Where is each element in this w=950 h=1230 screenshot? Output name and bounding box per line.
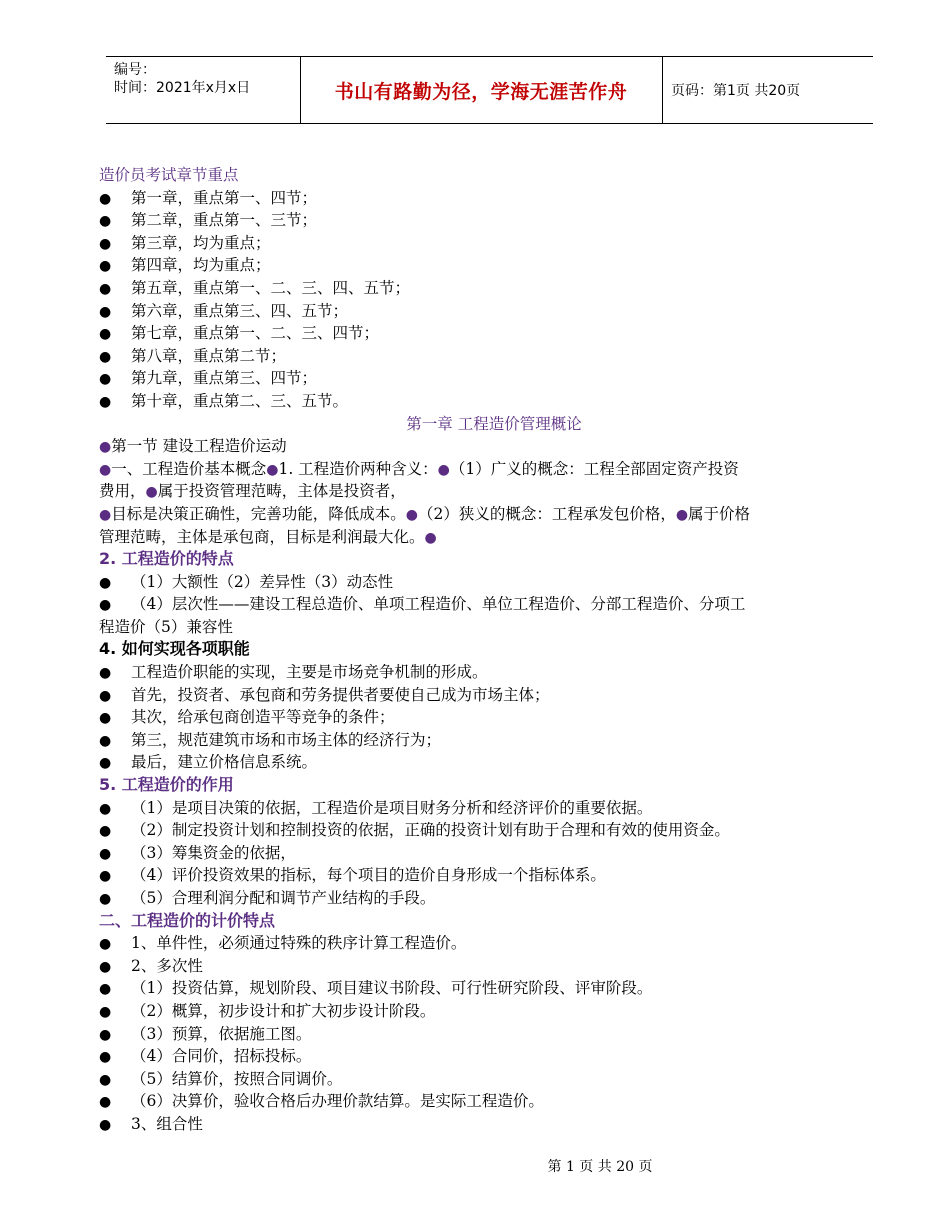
list-item: ●第七章，重点第一、二、三、四节； <box>99 322 889 345</box>
bullet-icon <box>99 842 131 866</box>
doc-title: 造价员考试章节重点 <box>99 166 239 184</box>
header-motto-cell <box>300 57 663 123</box>
bullet-icon: ● <box>266 461 279 478</box>
bullet-icon: ● <box>99 506 112 523</box>
bullet-icon <box>99 955 131 979</box>
bullet-icon: ● <box>437 461 450 478</box>
list-item: ●（4）层次性——建设工程总造价、单项工程造价、单位工程造价、分部工程造价、分项工 <box>99 593 889 616</box>
bullet-icon <box>99 887 131 911</box>
bullet-icon: ● <box>424 529 437 546</box>
bullet-icon <box>99 277 131 301</box>
bullet-icon <box>99 864 131 888</box>
bullet-icon <box>99 593 131 617</box>
bullet-icon <box>99 661 131 685</box>
paragraph-line: ●目标是决策正确性，完善功能，降低成本。●（2）狭义的概念：工程承发包价格，●属于价格 <box>99 504 751 523</box>
bullet-icon <box>99 1090 131 1114</box>
bullet-icon <box>99 571 131 595</box>
list-item: ●（4）评价投资效果的指标，每个项目的造价自身形成一个指标体系。 <box>99 864 889 887</box>
list-item: ●（5）合理利润分配和调节产业结构的手段。 <box>99 887 889 910</box>
bullet-icon <box>99 977 131 1001</box>
list-item: ●（3）预算，依据施工图。 <box>99 1023 889 1046</box>
list-item: ●2、多次性 <box>99 955 889 978</box>
list-item: ●第九章，重点第三、四节； <box>99 367 889 390</box>
list-item: ●最后，建立价格信息系统。 <box>99 751 889 774</box>
list-item: ●（2）概算，初步设计和扩大初步设计阶段。 <box>99 1000 889 1023</box>
paragraph-line: 管理范畴，主体是承包商，目标是利润最大化。● <box>99 527 437 546</box>
list-item: ●第一章，重点第一、四节； <box>99 187 889 210</box>
list-item: ●第六章，重点第三、四、五节； <box>99 300 889 323</box>
page-code: 页码：第1页 共20页 <box>671 83 801 99</box>
bullet-icon: ● <box>675 506 689 523</box>
bullet-icon <box>99 932 131 956</box>
bullet-icon: ● <box>99 461 112 478</box>
bullet-icon <box>99 209 131 233</box>
document-body <box>99 164 889 1136</box>
bullet-icon <box>99 345 131 369</box>
heading-pricing: 二、工程造价的计价特点 <box>99 910 276 930</box>
bullet-icon <box>99 797 131 821</box>
bullet-icon <box>99 232 131 256</box>
paragraph-line: ●一、工程造价基本概念●1. 工程造价两种含义：●（1）广义的概念：工程全部固定资产投资 <box>99 459 739 478</box>
list-item: ●（1）大额性（2）差异性（3）动态性 <box>99 571 889 594</box>
chapter-title: 第一章 工程造价管理概论 <box>406 414 582 433</box>
doc-date-label: 时间：2021年x月x日 <box>114 80 251 96</box>
motto: 书山有路勤为径，学海无涯苦作舟 <box>334 80 628 103</box>
heading-functions: 4. 如何实现各项职能 <box>99 639 250 659</box>
list-item: ●工程造价职能的实现，主要是市场竞争机制的形成。 <box>99 661 889 684</box>
list-item: ●（1）是项目决策的依据，工程造价是项目财务分析和经济评价的重要依据。 <box>99 797 889 820</box>
list-item: ●（5）结算价，按照合同调价。 <box>99 1068 889 1091</box>
bullet-icon <box>99 1068 131 1092</box>
bullet-icon <box>99 1023 131 1047</box>
bullet-icon: ● <box>405 506 418 523</box>
bullet-icon <box>99 1045 131 1069</box>
list-item: ●3、组合性 <box>99 1113 889 1136</box>
bullet-icon <box>99 322 131 346</box>
bullet-icon <box>99 390 131 414</box>
bullet-icon <box>99 751 131 775</box>
list-item: ●（1）投资估算，规划阶段、项目建议书阶段、可行性研究阶段、评审阶段。 <box>99 977 889 1000</box>
list-item: ●（2）制定投资计划和控制投资的依据，正确的投资计划有助于合理和有效的使用资金。 <box>99 819 889 842</box>
list-item: ●第五章，重点第一、二、三、四、五节； <box>99 277 889 300</box>
page-footer: 第 1 页 共 20 页 <box>547 1159 653 1175</box>
list-item: ●第四章，均为重点； <box>99 254 889 277</box>
section-title: ●第一节 建设工程造价运动 <box>99 437 287 456</box>
list-item: ●1、单件性，必须通过特殊的秩序计算工程造价。 <box>99 932 889 955</box>
list-item-continued: 程造价（5）兼容性 <box>99 617 233 636</box>
list-item: ●第八章，重点第二节； <box>99 345 889 368</box>
header-left-cell <box>106 57 301 123</box>
bullet-icon <box>99 706 131 730</box>
bullet-icon <box>99 187 131 211</box>
heading-roles: 5. 工程造价的作用 <box>99 775 234 795</box>
header-page-cell <box>663 57 873 123</box>
list-item: ●其次，给承包商创造平等竞争的条件； <box>99 706 889 729</box>
bullet-icon: ● <box>99 439 112 456</box>
heading-features: 2. 工程造价的特点 <box>99 549 234 569</box>
bullet-icon <box>99 254 131 278</box>
list-item: ●第二章，重点第一、三节； <box>99 209 889 232</box>
bullet-icon <box>99 684 131 708</box>
bullet-icon <box>99 729 131 753</box>
list-item: ●第十章，重点第二、三、五节。 <box>99 390 889 413</box>
list-item: ●第三，规范建筑市场和市场主体的经济行为； <box>99 729 889 752</box>
bullet-icon: ● <box>145 484 158 501</box>
bullet-icon <box>99 300 131 324</box>
list-item: ●（6）决算价，验收合格后办理价款结算。是实际工程造价。 <box>99 1090 889 1113</box>
bullet-icon <box>99 1000 131 1024</box>
list-item: ●第三章，均为重点； <box>99 232 889 255</box>
page-header <box>106 56 873 124</box>
list-item: ●（3）筹集资金的依据， <box>99 842 889 865</box>
bullet-icon <box>99 819 131 843</box>
list-item: ●（4）合同价，招标投标。 <box>99 1045 889 1068</box>
doc-number-label: 编号： <box>114 62 156 78</box>
bullet-icon <box>99 367 131 391</box>
paragraph-line: 费用，●属于投资管理范畴，主体是投资者， <box>99 482 406 501</box>
list-item: ●首先，投资者、承包商和劳务提供者要使自己成为市场主体； <box>99 684 889 707</box>
bullet-icon <box>99 1113 131 1137</box>
